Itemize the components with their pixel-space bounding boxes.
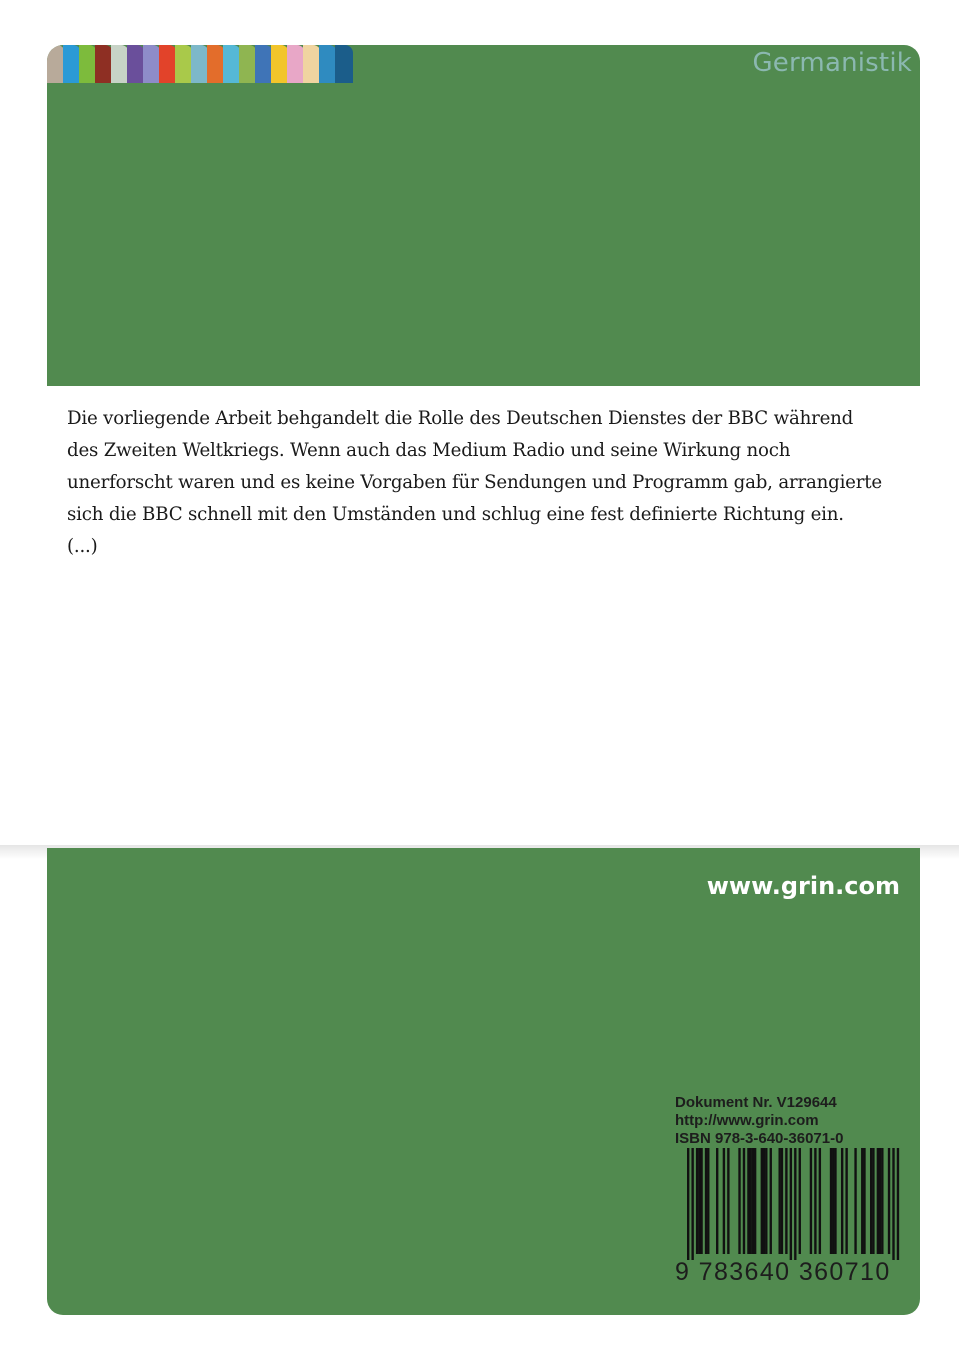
barcode-bar bbox=[819, 1148, 821, 1254]
barcode-bar bbox=[743, 1148, 745, 1254]
document-info bbox=[675, 1094, 843, 1148]
barcode-bar bbox=[716, 1148, 718, 1254]
document-number: Dokument Nr. V129644 bbox=[675, 1094, 837, 1111]
barcode-bar bbox=[877, 1148, 879, 1254]
barcode-bar bbox=[727, 1148, 729, 1254]
barcode-bar bbox=[687, 1148, 689, 1260]
barcode-bar bbox=[790, 1148, 792, 1260]
barcode bbox=[675, 1148, 903, 1287]
barcode-bar bbox=[863, 1148, 865, 1254]
barcode-bar bbox=[881, 1148, 883, 1254]
barcode-bars bbox=[675, 1148, 903, 1260]
barcode-bar bbox=[749, 1148, 751, 1254]
blurb-line: unerforscht waren und es keine Vorgaben für Sendungen und Programm gab, arrangierte bbox=[67, 472, 882, 493]
color-stripe bbox=[335, 45, 353, 83]
barcode-bar bbox=[872, 1148, 874, 1254]
blurb-line: Die vorliegende Arbeit behgandelt die Rolle des Deutschen Dienstes der BBC während bbox=[67, 408, 854, 429]
blurb-line: des Zweiten Weltkriegs. Wenn auch das Medium Radio und seine Wirkung noch bbox=[67, 440, 791, 461]
barcode-digits: 9 783640 360710 bbox=[675, 1258, 891, 1286]
barcode-bar bbox=[888, 1148, 890, 1254]
barcode-bar bbox=[834, 1148, 836, 1254]
barcode-bar bbox=[799, 1148, 801, 1254]
barcode-bar bbox=[879, 1148, 881, 1254]
barcode-bar bbox=[781, 1148, 783, 1254]
barcode-bar bbox=[752, 1148, 754, 1254]
barcode-bar bbox=[861, 1148, 863, 1254]
category-label: Germanistik bbox=[752, 48, 912, 78]
barcode-bar bbox=[778, 1148, 780, 1254]
barcode-bar bbox=[763, 1148, 765, 1254]
isbn: ISBN 978-3-640-36071-0 bbox=[675, 1130, 844, 1147]
blurb-text bbox=[67, 403, 887, 563]
barcode-bar bbox=[765, 1148, 767, 1254]
barcode-bar bbox=[698, 1148, 700, 1254]
cover-bottom-panel bbox=[47, 848, 920, 1315]
document-url: http://www.grin.com bbox=[675, 1112, 819, 1129]
barcode-bar bbox=[770, 1148, 772, 1254]
barcode-bar bbox=[723, 1148, 725, 1254]
barcode-bar bbox=[785, 1148, 787, 1254]
barcode-bar bbox=[854, 1148, 856, 1254]
barcode-bar bbox=[705, 1148, 707, 1254]
barcode-bar bbox=[794, 1148, 796, 1260]
barcode-bar bbox=[845, 1148, 847, 1254]
website-label: www.grin.com bbox=[706, 872, 900, 900]
barcode-bar bbox=[832, 1148, 834, 1254]
barcode-bar bbox=[761, 1148, 763, 1254]
barcode-bar bbox=[738, 1148, 740, 1254]
color-stripes bbox=[47, 45, 381, 83]
barcode-bar bbox=[810, 1148, 812, 1254]
barcode-bar bbox=[707, 1148, 709, 1254]
barcode-bar bbox=[754, 1148, 756, 1254]
barcode-bar bbox=[814, 1148, 816, 1254]
barcode-bar bbox=[870, 1148, 872, 1254]
cover-top-panel bbox=[47, 45, 920, 386]
barcode-bar bbox=[696, 1148, 698, 1254]
barcode-bar bbox=[830, 1148, 832, 1254]
blurb-line: (...) bbox=[67, 536, 98, 557]
barcode-bar bbox=[897, 1148, 899, 1260]
barcode-bar bbox=[700, 1148, 702, 1254]
barcode-bar bbox=[841, 1148, 843, 1254]
blurb-line: sich die BBC schnell mit den Umständen und schlug eine fest definierte Richtung ein. bbox=[67, 504, 844, 525]
barcode-bar bbox=[747, 1148, 749, 1254]
barcode-bar bbox=[892, 1148, 894, 1260]
barcode-bar bbox=[691, 1148, 693, 1260]
